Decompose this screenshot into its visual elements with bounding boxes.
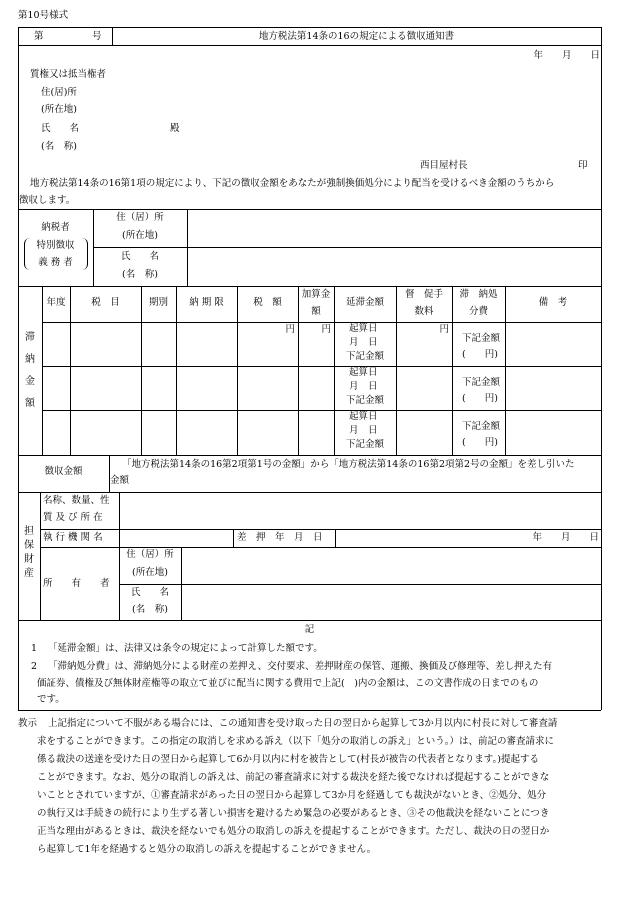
header-surcharge-2: 額 — [311, 306, 321, 317]
late-fee-below-amount: 下記金額 — [346, 395, 385, 406]
disposition-below-amount: 下記金額 — [462, 377, 501, 388]
property-description-field[interactable] — [119, 492, 601, 529]
owner-address-label: 住（居）所 — [126, 549, 174, 560]
taxpayer-location-label: (所在地) — [122, 230, 158, 241]
note-2-text-line-2: 価証券、債権及び無体財産権等の取立て並びに配当に関する費用で上記( )内の金額は、この文書作成の日までのもの — [37, 678, 539, 689]
header-due-date: 納 期 限 — [189, 297, 224, 308]
body-text-line-1: 地方税法第14条の16第1項の規定により、下記の徴収金額をあなたが強制換価処分により配当を受けるべき金額のうちから — [30, 178, 555, 189]
owner-corp-name-label: (名 称) — [132, 604, 168, 615]
header-remarks: 備 考 — [538, 297, 568, 308]
late-fee-below-amount: 下記金額 — [346, 439, 385, 450]
seizure-date-value: 年 月 日 — [532, 532, 599, 543]
addressee-title: 質権又は抵当権者 — [30, 69, 107, 80]
taxpayer-address-label: 住（居）所 — [116, 212, 164, 223]
instruction-line: いこととされていますが、①審査請求があった日の翌日から起算して3か月を経過しても裁決がないとき、②処分、処分 — [37, 790, 547, 801]
honorific: 殿 — [170, 123, 180, 134]
taxpayer-corp-name-label: (名 称) — [122, 269, 158, 280]
owner-location-label: (所在地) — [132, 567, 168, 578]
bracket-frame — [24, 238, 88, 270]
header-surcharge-1: 加算金 — [301, 289, 331, 300]
property-description-label-1: 名称、数量、性 — [43, 495, 110, 506]
instruction-line: 正当な理由があるときは、裁決を経ないでも処分の取消しの訴えを提起することができます。ただし、裁決の日の翌日か — [37, 826, 550, 837]
executing-agency-field[interactable] — [119, 529, 233, 547]
header-late-fee: 延滞金額 — [345, 297, 384, 308]
seizure-date-label: 差 押 年 月 日 — [237, 532, 323, 543]
owner-label: 所 有 者 — [43, 578, 110, 589]
header-year: 年度 — [46, 297, 66, 308]
security-side-label-3: 財 — [24, 554, 34, 565]
note-1-text: 「延滞金額」は、法律又は条令の規定によって計算した額です。 — [48, 643, 323, 654]
taxpayer-label: 納税者 — [41, 222, 70, 233]
body-text-line-2: 徴収します。 — [19, 195, 76, 206]
header-dunning-2: 数料 — [414, 306, 434, 317]
disposition-yen-paren: ( 円) — [462, 437, 498, 448]
collection-description-line-1: 「地方税法第14条の16第2項第1号の金額」から「地方税法第14条の16第2項第2号の金額」を差し引いた — [122, 459, 575, 470]
owner-name-label: 氏 名 — [130, 587, 169, 598]
delinquent-side-label-1: 滞 — [25, 332, 35, 343]
disposition-below-amount: 下記金額 — [462, 333, 501, 344]
security-side-label-4: 産 — [24, 568, 34, 579]
instruction-line: 係る裁決の送達を受けた日の翌日から起算して6か月以内に村を被告として(村長が被告の代表者となります。)提起する — [37, 754, 539, 765]
late-fee-date-label: 月 日 — [349, 425, 378, 436]
collection-description-line-2: 金額 — [110, 475, 130, 486]
disposition-below-amount: 下記金額 — [462, 421, 501, 432]
header-tax-item: 税 目 — [91, 297, 120, 308]
taxpayer-name-label: 氏 名 — [120, 251, 159, 262]
issuer-name: 西目屋村長 — [420, 160, 468, 171]
late-fee-start-label: 起算日 — [349, 367, 378, 378]
header-dunning-1: 督 促手 — [404, 289, 443, 300]
number-label-2: 号 — [92, 31, 102, 42]
late-fee-date-label: 月 日 — [349, 381, 378, 392]
header-period: 期別 — [148, 297, 168, 308]
security-side-label-1: 担 — [24, 526, 34, 537]
dunning-yen-unit: 円 — [439, 324, 449, 335]
surcharge-yen-unit: 円 — [321, 324, 331, 335]
note-2-text-line-1: 「滞納処分費」は、滞納処分による財産の差押え、交付要求、差押財産の保管、運搬、換価及び修理等、差し押えた有 — [48, 661, 553, 672]
owner-name-field[interactable] — [181, 584, 601, 620]
instruction-line: ら起算して1年を経過すると処分の取消しの訴えを提起することができません。 — [37, 844, 377, 855]
tax-amount-yen-unit: 円 — [285, 324, 295, 335]
instruction-label: 教示 — [18, 718, 38, 729]
owner-address-field[interactable] — [181, 547, 601, 584]
executing-agency-label: 執 行 機 関 名 — [43, 532, 103, 543]
security-side-label-2: 保 — [24, 540, 34, 551]
taxpayer-name-field[interactable] — [187, 247, 601, 286]
addressee-corp-name-label: (名 称) — [41, 141, 77, 152]
note-1-number: 1 — [31, 643, 38, 654]
number-label-1: 第 — [34, 31, 44, 42]
notes-heading: 記 — [304, 624, 315, 635]
taxpayer-address-field[interactable] — [187, 209, 601, 247]
note-2-number: 2 — [31, 661, 38, 672]
note-2-text-line-3: です。 — [37, 694, 65, 705]
addressee-location-label: (所在地) — [41, 104, 77, 115]
late-fee-date-label: 月 日 — [349, 337, 378, 348]
collection-amount-label: 徴収金額 — [44, 466, 83, 477]
header-disposition-2: 分費 — [468, 306, 488, 317]
delinquent-side-label-2: 納 — [25, 354, 35, 365]
obligor-label: 義 務 者 — [38, 257, 73, 268]
header-tax-amount: 税 額 — [253, 297, 282, 308]
special-collector-label: 特別徴収 — [36, 240, 75, 251]
late-fee-below-amount: 下記金額 — [346, 351, 385, 362]
form-number: 第10号様式 — [18, 10, 69, 21]
header-disposition-1: 滞 納処 — [459, 289, 498, 300]
property-description-label-2: 質 及 び 所 在 — [43, 512, 103, 523]
instruction-line: の執行又は手続きの続行により生ずる著しい損害を避けるため緊急の必要があるとき、③その他裁決を経ないことにつき — [37, 808, 550, 819]
addressee-name-label: 氏 名 — [41, 123, 80, 134]
delinquent-side-label-3: 金 — [25, 376, 35, 387]
late-fee-start-label: 起算日 — [349, 411, 378, 422]
document-title: 地方税法第14条の16の規定による徴収通知書 — [258, 31, 455, 42]
issue-date: 年 月 日 — [533, 50, 600, 61]
addressee-address-label: 住(居)所 — [41, 87, 77, 98]
disposition-yen-paren: ( 円) — [462, 393, 498, 404]
disposition-yen-paren: ( 円) — [462, 349, 498, 360]
seal-mark: 印 — [578, 160, 588, 171]
delinquent-side-label-4: 額 — [25, 398, 35, 409]
instruction-line: ことができます。なお、処分の取消しの訴えは、前記の審査請求に対する裁決を経た後でなければ提起することができな — [37, 772, 550, 783]
instruction-line: 上記指定について不服がある場合には、この通知書を受け取った日の翌日から起算して3か月以内に村長に対して審査請 — [48, 718, 558, 729]
late-fee-start-label: 起算日 — [349, 323, 378, 334]
instruction-line: 求をすることができます。この指定の取消しを求める訴え（以下「処分の取消しの訴え」という。）は、前記の審査請求に — [37, 736, 554, 747]
